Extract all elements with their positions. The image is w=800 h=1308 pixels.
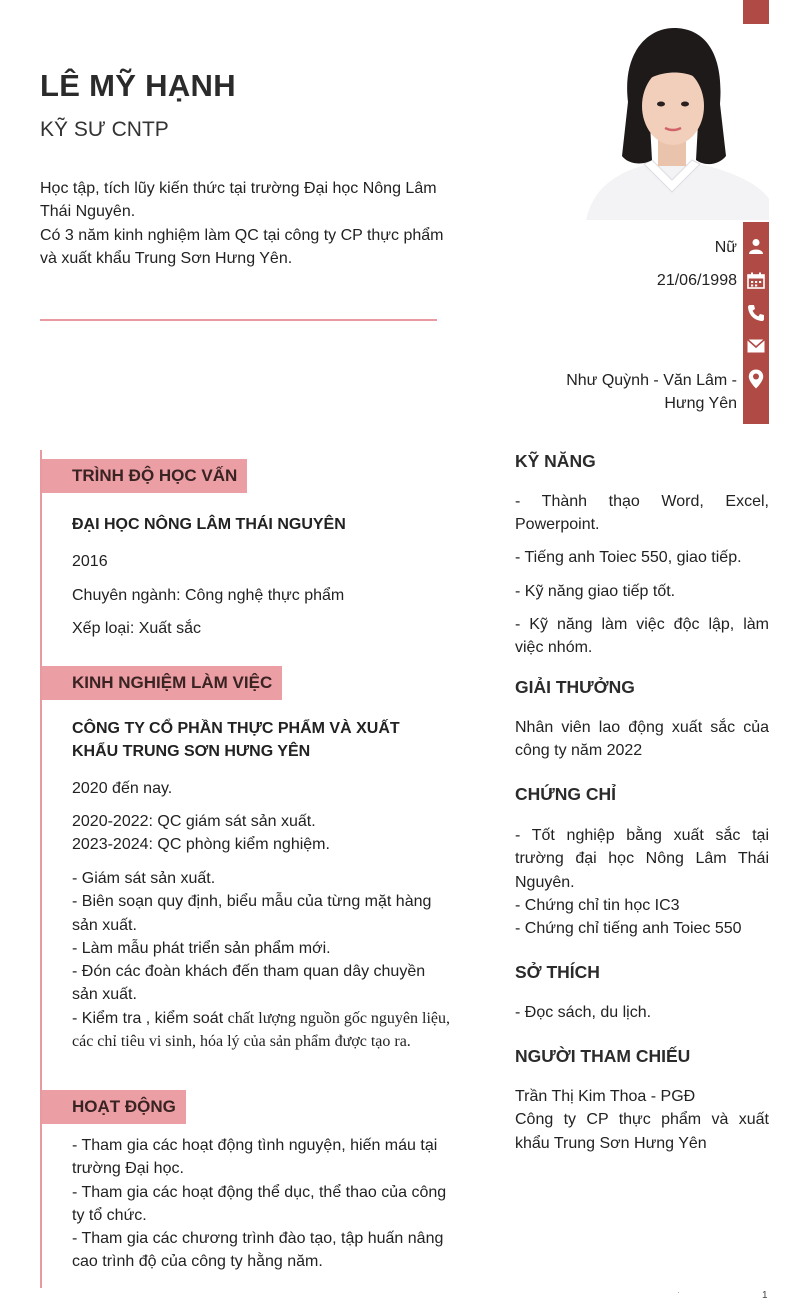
mail-icon [743,333,769,359]
experience-role: 2023-2024: QC phòng kiểm nghiệm. [72,836,330,854]
experience-role: 2020-2022: QC giám sát sản xuất. [72,813,316,830]
skill-item: - Thành thạo Word, Excel, Powerpoint. [515,493,769,534]
profile-summary [40,177,450,270]
experience-task-part: chất lượng nguồn gốc nguyên liệu, các chỉ tiêu vi sinh, hóa lý của sản phẩm được tạo ra. [72,1009,451,1051]
reference-company: Công ty CP thực phẩm và xuất khẩu Trung Sơn Hưng Yên [515,1111,769,1152]
certificate-item: - Tốt nghiệp bằng xuất sắc tại trường đại học Nông Lâm Thái Nguyên. [515,827,769,891]
header-divider [40,319,437,321]
footer-dot: · [677,1288,680,1297]
experience-task: - Giám sát sản xuất. [72,870,216,887]
top-accent-bar [743,0,769,24]
experience-task: - Làm mẫu phát triển sản phẩm mới. [72,939,331,957]
experience-task [72,1007,450,1054]
activities-list [72,1134,452,1274]
activity-item: - Tham gia các hoạt động tình nguyện, hiến máu tại trường Đại học. [72,1137,438,1178]
experience-period: 2020 đến nay. [72,780,173,797]
gender-text: Nữ [714,239,737,256]
hobbies-text: - Đọc sách, du lịch. [515,1004,652,1021]
hobbies-heading: SỞ THÍCH [515,962,600,982]
phone-icon [743,300,769,326]
education-year: 2016 [72,553,108,570]
summary-line: Có 3 năm kinh nghiệm làm QC tại công ty CP thực phẩm và xuất khẩu Trung Sơn Hưng Yên. [40,226,444,267]
education-heading: TRÌNH ĐỘ HỌC VẤN [42,459,247,493]
calendar-icon [743,267,769,293]
left-column-line [40,450,42,1288]
activities-heading: HOẠT ĐỘNG [42,1090,186,1124]
skill-item: - Tiếng anh Toiec 550, giao tiếp. [515,549,742,566]
education-major: Chuyên ngành: Công nghệ thực phẩm [72,587,345,604]
activity-item: - Tham gia các hoạt động thể dục, thể thao của công ty tổ chức. [72,1183,447,1224]
contact-icon-strip [743,222,769,424]
education-school: ĐẠI HỌC NÔNG LÂM THÁI NGUYÊN [72,516,346,533]
certificates-list [515,824,769,940]
summary-line: Học tập, tích lũy kiến thức tại trường Đại học Nông Lâm Thái Nguyên. [40,180,437,221]
experience-roles [72,810,450,857]
awards-text: Nhân viên lao động xuất sắc của công ty năm 2022 [515,719,769,760]
profile-photo [576,24,769,220]
skills-heading: KỸ NĂNG [515,451,596,471]
references-block [515,1085,769,1155]
certificates-heading: CHỨNG CHỈ [515,784,617,804]
skill-item: - Kỹ năng giao tiếp tốt. [515,583,676,600]
certificate-item: - Chứng chỉ tin học IC3 [515,896,680,914]
address-line: Như Quỳnh - Văn Lâm - [566,372,737,389]
experience-task: - Biên soạn quy định, biểu mẫu của từng mặt hàng sản xuất. [72,893,432,934]
experience-task-part: - Kiểm tra , kiểm soát [72,1009,228,1027]
certificate-item: - Chứng chỉ tiếng anh Toiec 550 [515,920,742,938]
education-rank: Xếp loại: Xuất sắc [72,620,201,637]
awards-heading: GIẢI THƯỞNG [515,677,635,697]
address-text [566,369,737,415]
full-name: LÊ MỸ HẠNH [40,68,236,103]
experience-task: - Đón các đoàn khách đến tham quan dây chuyền sản xuất. [72,963,426,1004]
page-number: 1 [762,1290,768,1301]
address-line: Hưng Yên [664,395,737,412]
reference-name: Trần Thị Kim Thoa - PGĐ [515,1088,696,1105]
activity-item: - Tham gia các chương trình đào tạo, tập huấn nâng cao trình độ của công ty hằng năm. [72,1230,444,1271]
dob-text: 21/06/1998 [656,272,737,289]
location-icon [743,366,769,392]
experience-company: CÔNG TY CỔ PHẦN THỰC PHẨM VÀ XUẤT KHẨU TRUNG SƠN HƯNG YÊN [72,720,400,761]
references-heading: NGƯỜI THAM CHIẾU [515,1046,691,1066]
user-icon [743,233,769,259]
experience-tasks [72,867,450,1053]
experience-heading: KINH NGHIỆM LÀM VIỆC [42,666,282,700]
job-title: KỸ SƯ CNTP [40,118,169,141]
skill-item: - Kỹ năng làm việc độc lập, làm việc nhóm. [515,616,769,657]
